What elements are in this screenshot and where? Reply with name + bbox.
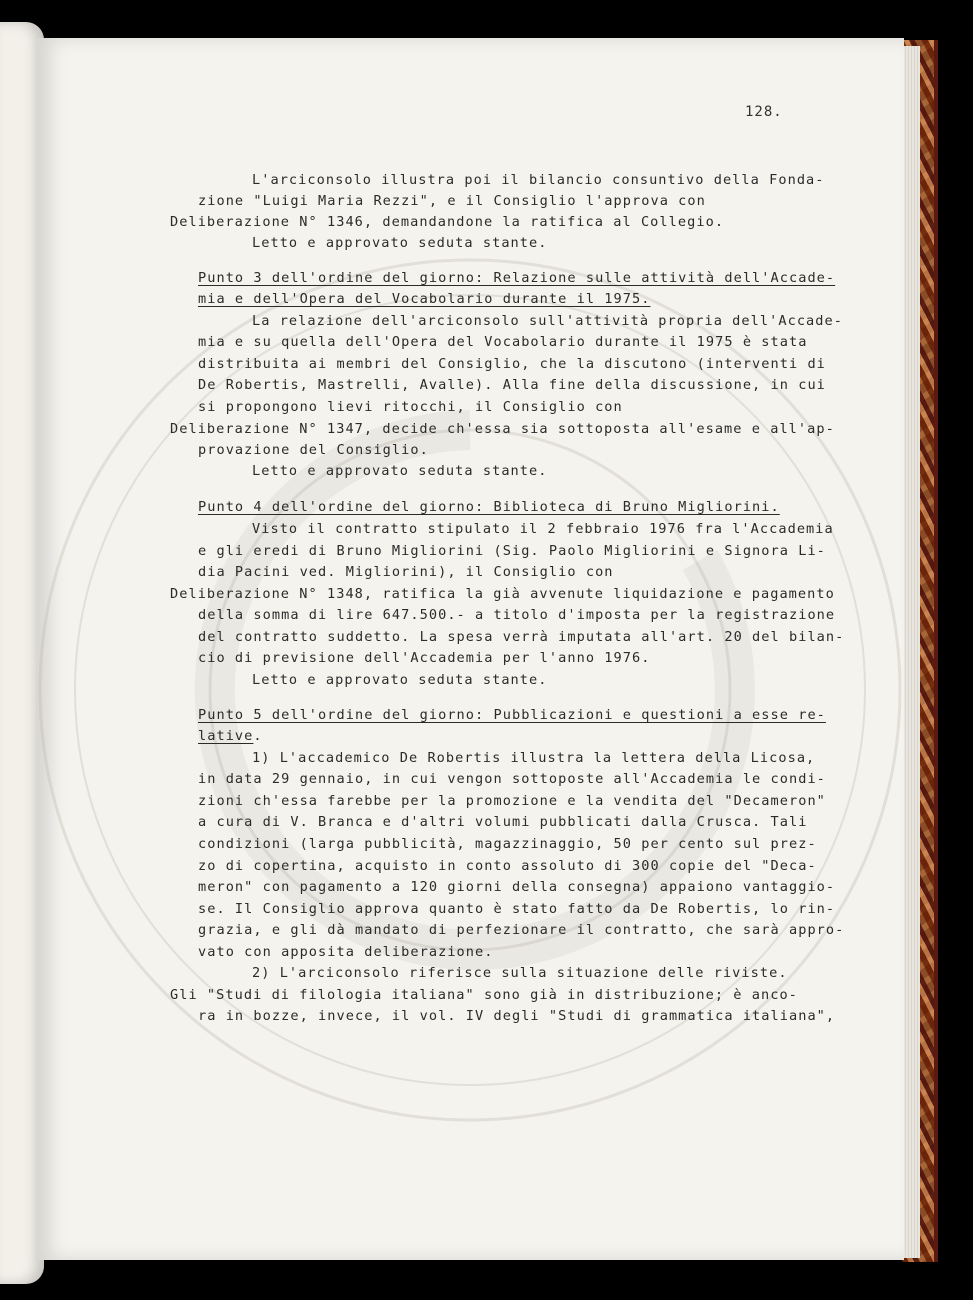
text-line: Letto e approvato seduta stante. bbox=[252, 672, 548, 688]
heading-underlined-part: lative bbox=[198, 728, 254, 744]
text-line: Letto e approvato seduta stante. bbox=[252, 463, 548, 479]
text-line: Letto e approvato seduta stante. bbox=[252, 235, 548, 251]
section-heading-continued bbox=[198, 726, 263, 747]
text-line: e gli eredi di Bruno Migliorini (Sig. Paolo Migliorini e Signora Li- bbox=[198, 543, 826, 559]
text-line: Deliberazione N° 1346, demandandone la ratifica al Collegio. bbox=[170, 214, 725, 230]
text-line: zo di copertina, acquisto in conto assoluto di 300 copie del "Deca- bbox=[198, 858, 817, 874]
text-line: ra in bozze, invece, il vol. IV degli "Studi di grammatica italiana", bbox=[198, 1008, 836, 1024]
text-line: 1) L'accademico De Robertis illustra la lettera della Licosa, bbox=[252, 750, 816, 766]
text-line: zione "Luigi Maria Rezzi", e il Consiglio l'approva con bbox=[198, 193, 706, 209]
text-line: in data 29 gennaio, in cui vengon sottoposte all'Accademia le condi- bbox=[198, 771, 826, 787]
section-heading: Punto 4 dell'ordine del giorno: Biblioteca di Bruno Migliorini. bbox=[198, 499, 780, 515]
text-line: condizioni (larga pubblicità, magazzinaggio, 50 per cento sul prez- bbox=[198, 836, 817, 852]
text-line: 2) L'arciconsolo riferisce sulla situazione delle riviste. bbox=[252, 965, 788, 981]
text-line: del contratto suddetto. La spesa verrà imputata all'art. 20 del bilan- bbox=[198, 629, 845, 645]
text-line: Visto il contratto stipulato il 2 febbraio 1976 fra l'Accademia bbox=[252, 521, 834, 537]
section-heading: Punto 5 dell'ordine del giorno: Pubblicazioni e questioni a esse re- bbox=[198, 707, 826, 723]
text-line: si propongono lievi ritocchi, il Consiglio con bbox=[198, 399, 623, 415]
text-line: se. Il Consiglio approva quanto è stato fatto da De Robertis, lo rin- bbox=[198, 901, 836, 917]
text-line: meron" con pagamento a 120 giorni della consegna) appaiono vantaggio- bbox=[198, 879, 836, 895]
text-line: Deliberazione N° 1347, decide ch'essa sia sottoposta all'esame e all'ap- bbox=[170, 421, 835, 437]
text-line: vato con apposita deliberazione. bbox=[198, 944, 494, 960]
section-heading: Punto 3 dell'ordine del giorno: Relazione sulle attività dell'Accade- bbox=[198, 270, 836, 286]
text-line: L'arciconsolo illustra poi il bilancio consuntivo della Fonda- bbox=[252, 172, 825, 188]
text-line: La relazione dell'arciconsolo sull'attività propria dell'Accade- bbox=[252, 313, 843, 329]
text-line: a cura di V. Branca e d'altri volumi pubblicati dalla Crusca. Tali bbox=[198, 814, 808, 830]
text-line: grazia, e gli dà mandato di perfezionare il contratto, che sarà appro- bbox=[198, 922, 845, 938]
page-number: 128. bbox=[745, 104, 783, 120]
heading-period: . bbox=[253, 728, 263, 744]
text-line: distribuita ai membri del Consiglio, che la discutono (interventi di bbox=[198, 356, 826, 372]
text-line: della somma di lire 647.500.- a titolo d'imposta per la registrazione bbox=[198, 607, 836, 623]
text-line: dia Pacini ved. Migliorini), il Consiglio con bbox=[198, 564, 614, 580]
text-line: cio di previsione dell'Accademia per l'anno 1976. bbox=[198, 650, 651, 666]
section-heading-continued: mia e dell'Opera del Vocabolario durante il 1975. bbox=[198, 291, 651, 307]
text-line: provazione del Consiglio. bbox=[198, 442, 429, 458]
text-line: mia e su quella dell'Opera del Vocabolario durante il 1975 è stata bbox=[198, 334, 808, 350]
text-line: De Robertis, Mastrelli, Avalle). Alla fine della discussione, in cui bbox=[198, 377, 826, 393]
text-line: Gli "Studi di filologia italiana" sono già in distribuzione; è anco- bbox=[170, 987, 798, 1003]
book-cover-edge bbox=[934, 40, 938, 1262]
text-line: zioni ch'essa farebbe per la promozione e la vendita del "Decameron" bbox=[198, 793, 826, 809]
text-line: Deliberazione N° 1348, ratifica la già avvenute liquidazione e pagamento bbox=[170, 586, 835, 602]
